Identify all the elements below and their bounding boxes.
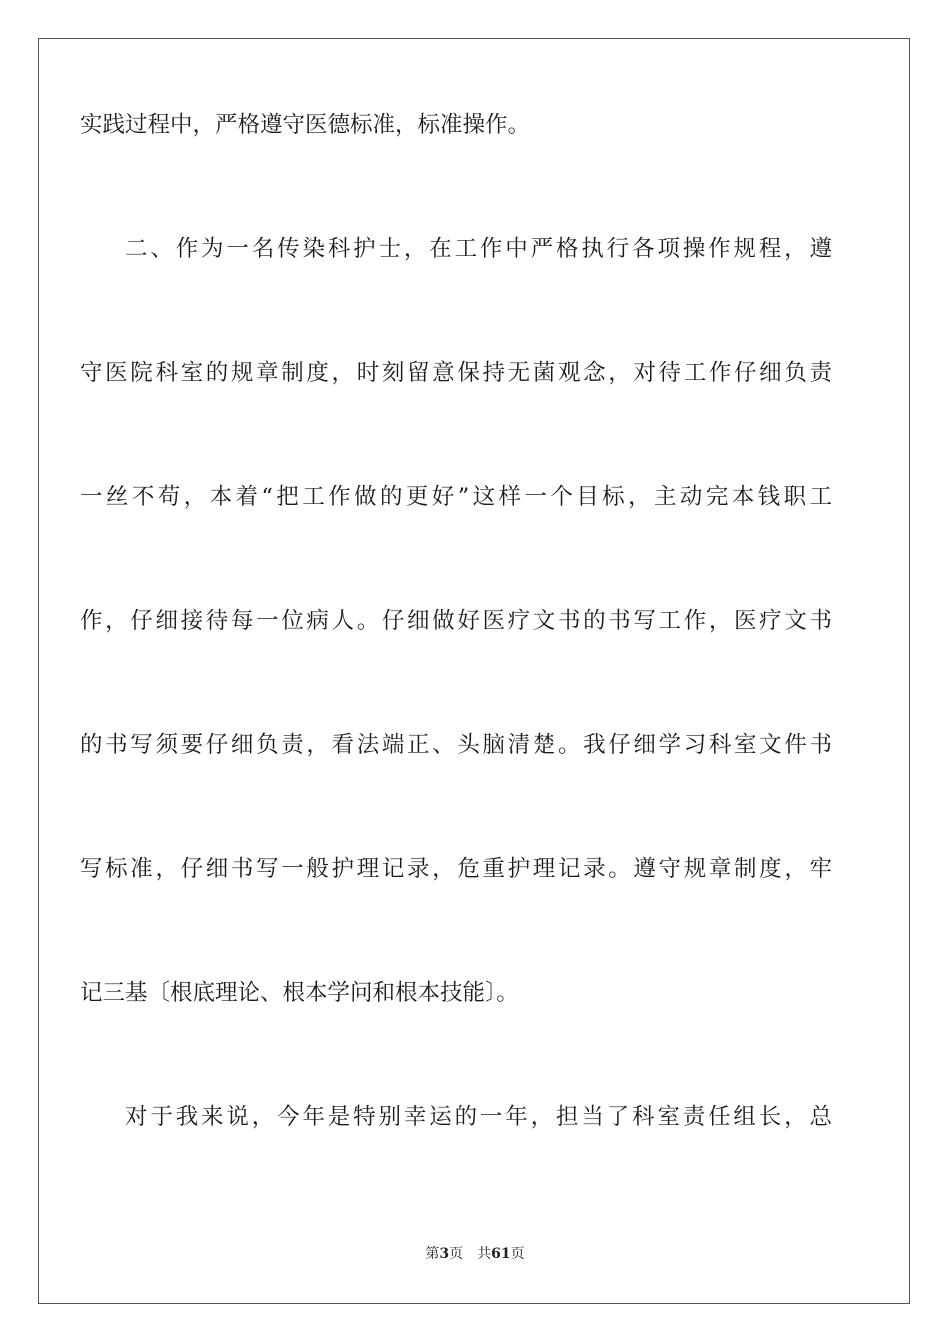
text-line-3: 守医院科室的规章制度，时刻留意保持无菌观念，对待工作仔细负责 bbox=[80, 360, 832, 386]
text-line-9: 对于我来说，今年是特别幸运的一年，担当了科室责任组长，总 bbox=[125, 1104, 832, 1130]
text-line-8: 记三基〔根底理论、根本学问和根本技能〕。 bbox=[80, 980, 519, 1006]
total-pages: 61 bbox=[491, 1246, 511, 1262]
page-suffix: 页 bbox=[449, 1246, 464, 1262]
page-footer bbox=[0, 1244, 950, 1264]
text-line-7: 写标准，仔细书写一般护理记录，危重护理记录。遵守规章制度，牢 bbox=[80, 856, 832, 882]
page-number: 3 bbox=[439, 1246, 450, 1262]
text-line-6: 的书写须要仔细负责，看法端正、头脑清楚。我仔细学习科室文件书 bbox=[80, 732, 832, 758]
text-line-2: 二、作为一名传染科护士，在工作中严格执行各项操作规程，遵 bbox=[125, 236, 832, 262]
total-prefix: 共 bbox=[477, 1246, 492, 1262]
text-line-5: 作，仔细接待每一位病人。仔细做好医疗文书的书写工作，医疗文书 bbox=[80, 608, 832, 634]
page-prefix: 第 bbox=[425, 1246, 440, 1262]
text-line-1: 实践过程中，严格遵守医德标准，标准操作。 bbox=[80, 112, 531, 138]
text-line-4: 一丝不苟，本着“把工作做的更好”这样一个目标，主动完本钱职工 bbox=[80, 484, 832, 510]
total-suffix: 页 bbox=[510, 1246, 525, 1262]
